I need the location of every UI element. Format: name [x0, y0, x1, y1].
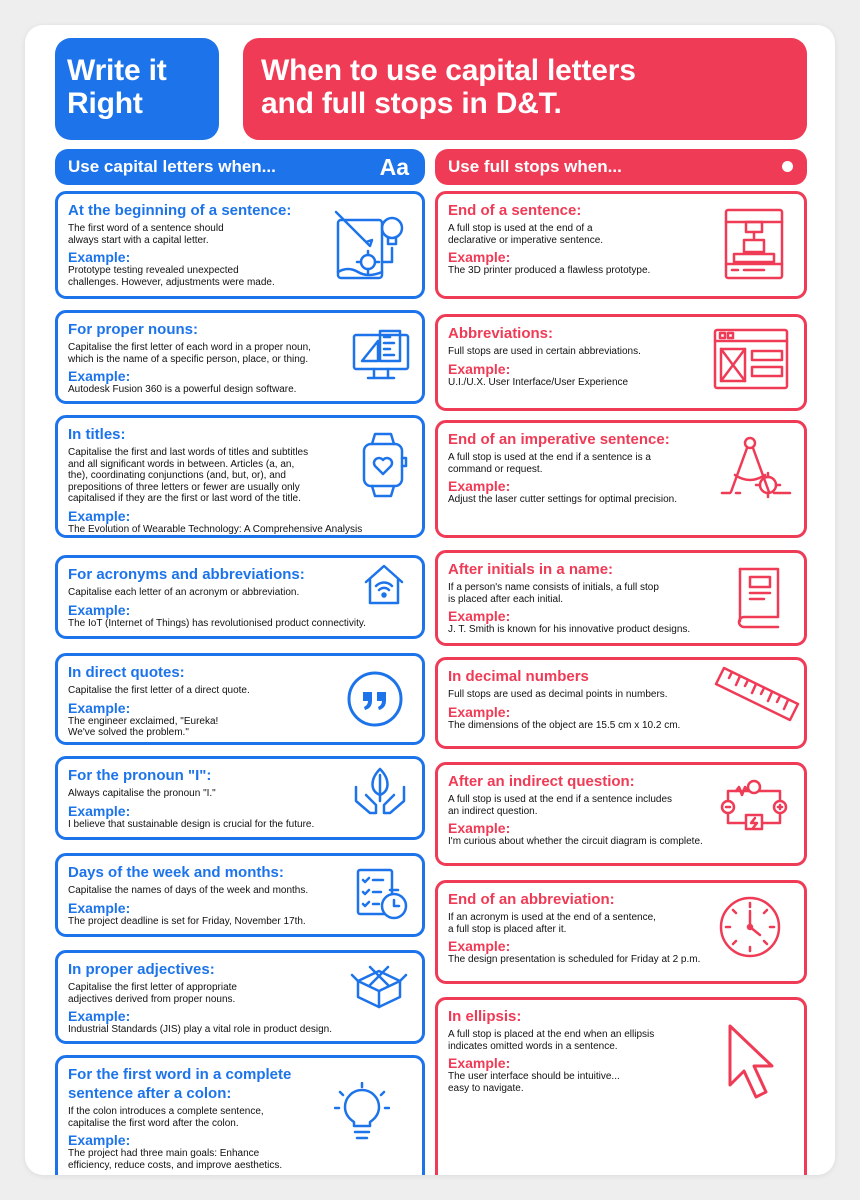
- capital-card-pronoun-i: [55, 756, 425, 840]
- capital-card-sentence-start: [55, 191, 425, 299]
- example-text-line: The dimensions of the object are 15.5 cm x 10.2 cm.: [448, 719, 681, 731]
- capital-card-days-months: [55, 853, 425, 937]
- example-label: Example:: [68, 507, 131, 524]
- card-title: For acronyms and abbreviations:: [68, 566, 305, 583]
- example-text-line: efficiency, reduce costs, and improve aesthetics.: [68, 1159, 283, 1171]
- stop-card-decimal: [435, 657, 807, 749]
- card-text-line: an indirect question.: [448, 805, 538, 817]
- capital-card-after-colon: [55, 1055, 425, 1175]
- card-title: In decimal numbers: [448, 668, 589, 685]
- card-text-line: which is the name of a specific person, place, or thing.: [68, 353, 309, 365]
- capital-card-acronyms: [55, 555, 425, 639]
- card-title-line: For the first word in a complete: [68, 1066, 292, 1083]
- example-text-line: The IoT (Internet of Things) has revolutionised product connectivity.: [68, 617, 366, 629]
- example-text-line: The design presentation is scheduled for Friday at 2 p.m.: [448, 954, 701, 965]
- example-label: Example:: [448, 249, 511, 265]
- example-label: Example:: [68, 601, 131, 618]
- card-title: End of an imperative sentence:: [448, 431, 670, 448]
- card-text-line: prepositions of three letters or fewer are usually only: [68, 481, 300, 493]
- example-text-line: Prototype testing revealed unexpected: [68, 265, 239, 276]
- stop-card-end-of-sentence: [435, 191, 807, 299]
- capitals-badge: Aa: [379, 154, 409, 180]
- card-text-line: A full stop is used at the end if a sentence is a: [448, 452, 651, 463]
- card-text-line: Full stops are used in certain abbreviations.: [448, 346, 641, 357]
- card-text-line: Always capitalise the pronoun "I.": [68, 788, 216, 799]
- example-text-line: J. T. Smith is known for his innovative product designs.: [448, 624, 691, 635]
- card-title: After an indirect question:: [448, 773, 635, 790]
- card-title: End of a sentence:: [448, 202, 582, 219]
- card-title: In titles:: [68, 426, 126, 443]
- card-title-line: sentence after a colon:: [68, 1085, 232, 1102]
- example-label: Example:: [448, 1055, 511, 1071]
- design-sketch-icon: [332, 206, 410, 284]
- poster: [25, 25, 835, 1175]
- brand-line-2: Right: [67, 87, 143, 120]
- stop-card-abbreviations: [435, 314, 807, 411]
- lightbulb-icon: [334, 1082, 390, 1144]
- card-text-line: A full stop is used at the end of a: [448, 223, 593, 234]
- card-title: For the pronoun "I":: [68, 767, 212, 784]
- capital-card-proper-adjectives: [55, 950, 425, 1044]
- card-title: In direct quotes:: [68, 664, 185, 681]
- card-title: For proper nouns:: [68, 321, 198, 338]
- example-text-line: I believe that sustainable design is crucial for the future.: [68, 818, 315, 830]
- capitals-column-header: [55, 149, 425, 185]
- title-line-2: and full stops in D&T.: [261, 87, 562, 120]
- 3d-printer-icon: [722, 206, 786, 282]
- example-label: Example:: [68, 802, 131, 819]
- card-text-line: capitalise the first word after the colon.: [68, 1117, 239, 1129]
- card-text-line: If the colon introduces a complete sentence,: [68, 1106, 264, 1117]
- example-label: Example:: [448, 820, 511, 836]
- card-title: In proper adjectives:: [68, 961, 215, 978]
- toolbox-icon: [350, 963, 408, 1011]
- card-title: In ellipsis:: [448, 1008, 522, 1025]
- example-text-line: The Evolution of Wearable Technology: A Comprehensive Analysis: [68, 523, 363, 535]
- example-label: Example:: [448, 938, 511, 954]
- card-text-line: A full stop is used at the end if a sentence includes: [448, 794, 673, 805]
- capitals-column-label: Use capital letters when...: [68, 157, 276, 176]
- capital-card-direct-quotes: [55, 653, 425, 745]
- example-text-line: Industrial Standards (JIS) play a vital role in product design.: [68, 1024, 333, 1035]
- example-text-line: The user interface should be intuitive...: [448, 1071, 620, 1082]
- example-label: Example:: [68, 249, 131, 265]
- page-title: [243, 38, 807, 140]
- card-title: End of an abbreviation:: [448, 891, 615, 908]
- card-text-line: capitalised if they are the first or last word of the title.: [68, 493, 301, 504]
- card-text-line: Capitalise the first letter of appropriate: [68, 982, 237, 993]
- clock-icon: [718, 895, 782, 959]
- stop-card-ellipsis: [435, 997, 807, 1175]
- example-text-line: We've solved the problem.": [68, 727, 189, 738]
- schedule-checklist-icon: [354, 866, 410, 922]
- title-line-1: When to use capital letters: [261, 54, 636, 87]
- sustainability-hands-icon: [352, 765, 408, 817]
- compass-gear-icon: [720, 435, 792, 503]
- cursor-icon: [726, 1022, 778, 1102]
- stop-card-indirect-question: [435, 762, 807, 866]
- example-text-line: easy to navigate.: [448, 1082, 524, 1094]
- card-text-line: Capitalise the first letter of each word in a proper noun,: [68, 342, 311, 353]
- example-label: Example:: [448, 703, 511, 720]
- stop-card-end-abbreviation: [435, 880, 807, 984]
- stops-column-header: [435, 149, 807, 185]
- card-title: At the beginning of a sentence:: [68, 202, 292, 219]
- example-label: Example:: [448, 608, 511, 624]
- card-title: Abbreviations:: [448, 325, 554, 342]
- card-text-line: adjectives derived from proper nouns.: [68, 993, 236, 1005]
- capital-card-proper-nouns: [55, 310, 425, 404]
- card-text-line: indicates omitted words in a sentence.: [448, 1040, 618, 1052]
- example-text-line: The engineer exclaimed, "Eureka!: [68, 715, 219, 727]
- card-text-line: command or request.: [448, 463, 543, 475]
- example-text-line: Adjust the laser cutter settings for optimal precision.: [448, 494, 677, 505]
- card-text-line: If a person's name consists of initials, a full stop: [448, 582, 659, 593]
- stop-card-imperative: [435, 420, 807, 538]
- card-text-line: the), coordinating conjunctions (and, but, or), and: [68, 470, 286, 481]
- example-label: Example:: [68, 699, 131, 716]
- example-text-line: The 3D printer produced a flawless prototype.: [448, 265, 651, 276]
- card-text-line: Full stops are used as decimal points in numbers.: [448, 689, 668, 700]
- example-text-line: Autodesk Fusion 360 is a powerful design software.: [68, 384, 297, 395]
- example-text-line: challenges. However, adjustments were made.: [68, 276, 275, 288]
- wireframe-icon: [712, 327, 790, 391]
- example-text-line: I'm curious about whether the circuit diagram is complete.: [448, 836, 703, 847]
- card-text-line: Capitalise the names of days of the week and months.: [68, 885, 309, 896]
- quote-icon: [346, 670, 404, 728]
- example-text-line: The project had three main goals: Enhance: [68, 1148, 260, 1159]
- example-label: Example:: [68, 1008, 131, 1024]
- example-label: Example:: [68, 899, 131, 916]
- card-text-line: and all significant words in between. Articles (a, an,: [68, 458, 295, 470]
- card-text-line: declarative or imperative sentence.: [448, 234, 604, 246]
- card-text-line: If an acronym is used at the end of a sentence,: [448, 912, 656, 923]
- smartwatch-icon: [358, 432, 408, 498]
- circuit-icon: [718, 779, 790, 831]
- brand-line-1: Write it: [67, 54, 167, 87]
- example-text-line: U.I./U.X. User Interface/User Experience: [448, 376, 629, 388]
- ruler-icon: [714, 664, 800, 726]
- card-text-line: always start with a capital letter.: [68, 234, 209, 246]
- card-text-line: The first word of a sentence should: [68, 223, 224, 234]
- card-text-line: Capitalise the first and last words of titles and subtitles: [68, 447, 309, 458]
- card-text-line: A full stop is placed at the end when an ellipsis: [448, 1029, 655, 1040]
- full-stop-dot-icon: [782, 161, 793, 172]
- card-text-line: a full stop is placed after it.: [448, 923, 567, 935]
- example-label: Example:: [68, 1132, 131, 1148]
- stops-column-label: Use full stops when...: [448, 157, 622, 176]
- example-label: Example:: [68, 368, 131, 384]
- example-label: Example:: [448, 478, 511, 494]
- card-text-line: Capitalise each letter of an acronym or abbreviation.: [68, 587, 300, 598]
- stop-card-initials: [435, 550, 807, 646]
- smart-home-icon: [362, 562, 406, 606]
- card-text-line: is placed after each initial.: [448, 593, 564, 605]
- book-icon: [734, 565, 782, 629]
- capital-card-titles: [55, 415, 425, 538]
- card-title: After initials in a name:: [448, 561, 614, 578]
- card-title: Days of the week and months:: [68, 864, 284, 881]
- card-text-line: Capitalise the first letter of a direct quote.: [68, 685, 250, 696]
- brand-box: [55, 38, 219, 140]
- example-label: Example:: [448, 360, 511, 377]
- example-text-line: The project deadline is set for Friday, November 17th.: [68, 915, 306, 927]
- cad-monitor-icon: [350, 321, 412, 383]
